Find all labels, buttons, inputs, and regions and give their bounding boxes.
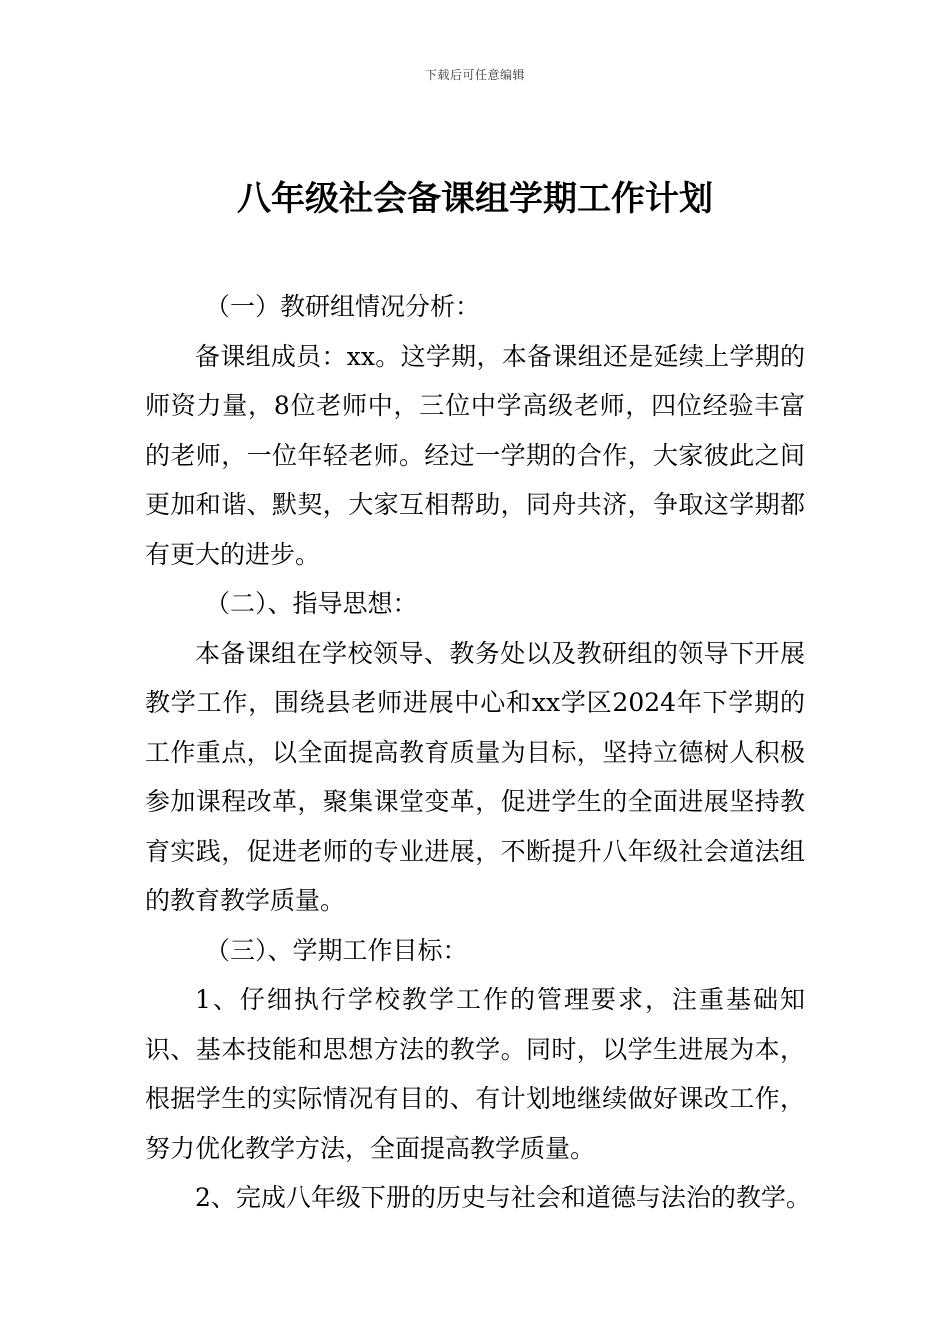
- page-header-note: 下载后可任意编辑: [424, 68, 525, 82]
- document-title: 八年级社会备课组学期工作计划: [237, 179, 713, 219]
- section-heading-goals: （三）、学期工作目标：: [205, 935, 468, 965]
- section-heading-analysis: （一）教研组情况分析：: [205, 292, 481, 321]
- section-heading-guiding-ideology: （二）、指导思想：: [205, 589, 418, 618]
- paragraph-goal-2: 2、完成八年级下册的历史与社会和道德与法治的教学。: [195, 1183, 811, 1212]
- document-body: [145, 282, 811, 1223]
- paragraph-team-analysis: 备课组成员：xx。这学期，本备课组还是延续上学期的师资力量，8位老师中，三位中学高级老师，四位经验丰富的老师，一位年轻老师。经过一学期的合作，大家彼此之间更加和谐、默契，大家互相帮助，同舟共济，争取这学期都有更大的进步。: [145, 341, 805, 569]
- paragraph-goal-1: 1、仔细执行学校教学工作的管理要求，注重基础知识、基本技能和思想方法的教学。同时，以学生进展为本，根据学生的实际情况有目的、有计划地继续做好课改工作，努力优化教学方法，全面提高教学质量。: [145, 985, 805, 1163]
- paragraph-guiding-ideology: 本备课组在学校领导、教务处以及教研组的领导下开展教学工作，围绕县老师进展中心和xx学区2024年下学期的工作重点，以全面提高教育质量为目标，坚持立德树人积极参加课程改革，聚集课堂变革，促进学生的全面进展坚持教育实践，促进老师的专业进展，不断提升八年级社会道法组的教育教学质量。: [145, 638, 805, 915]
